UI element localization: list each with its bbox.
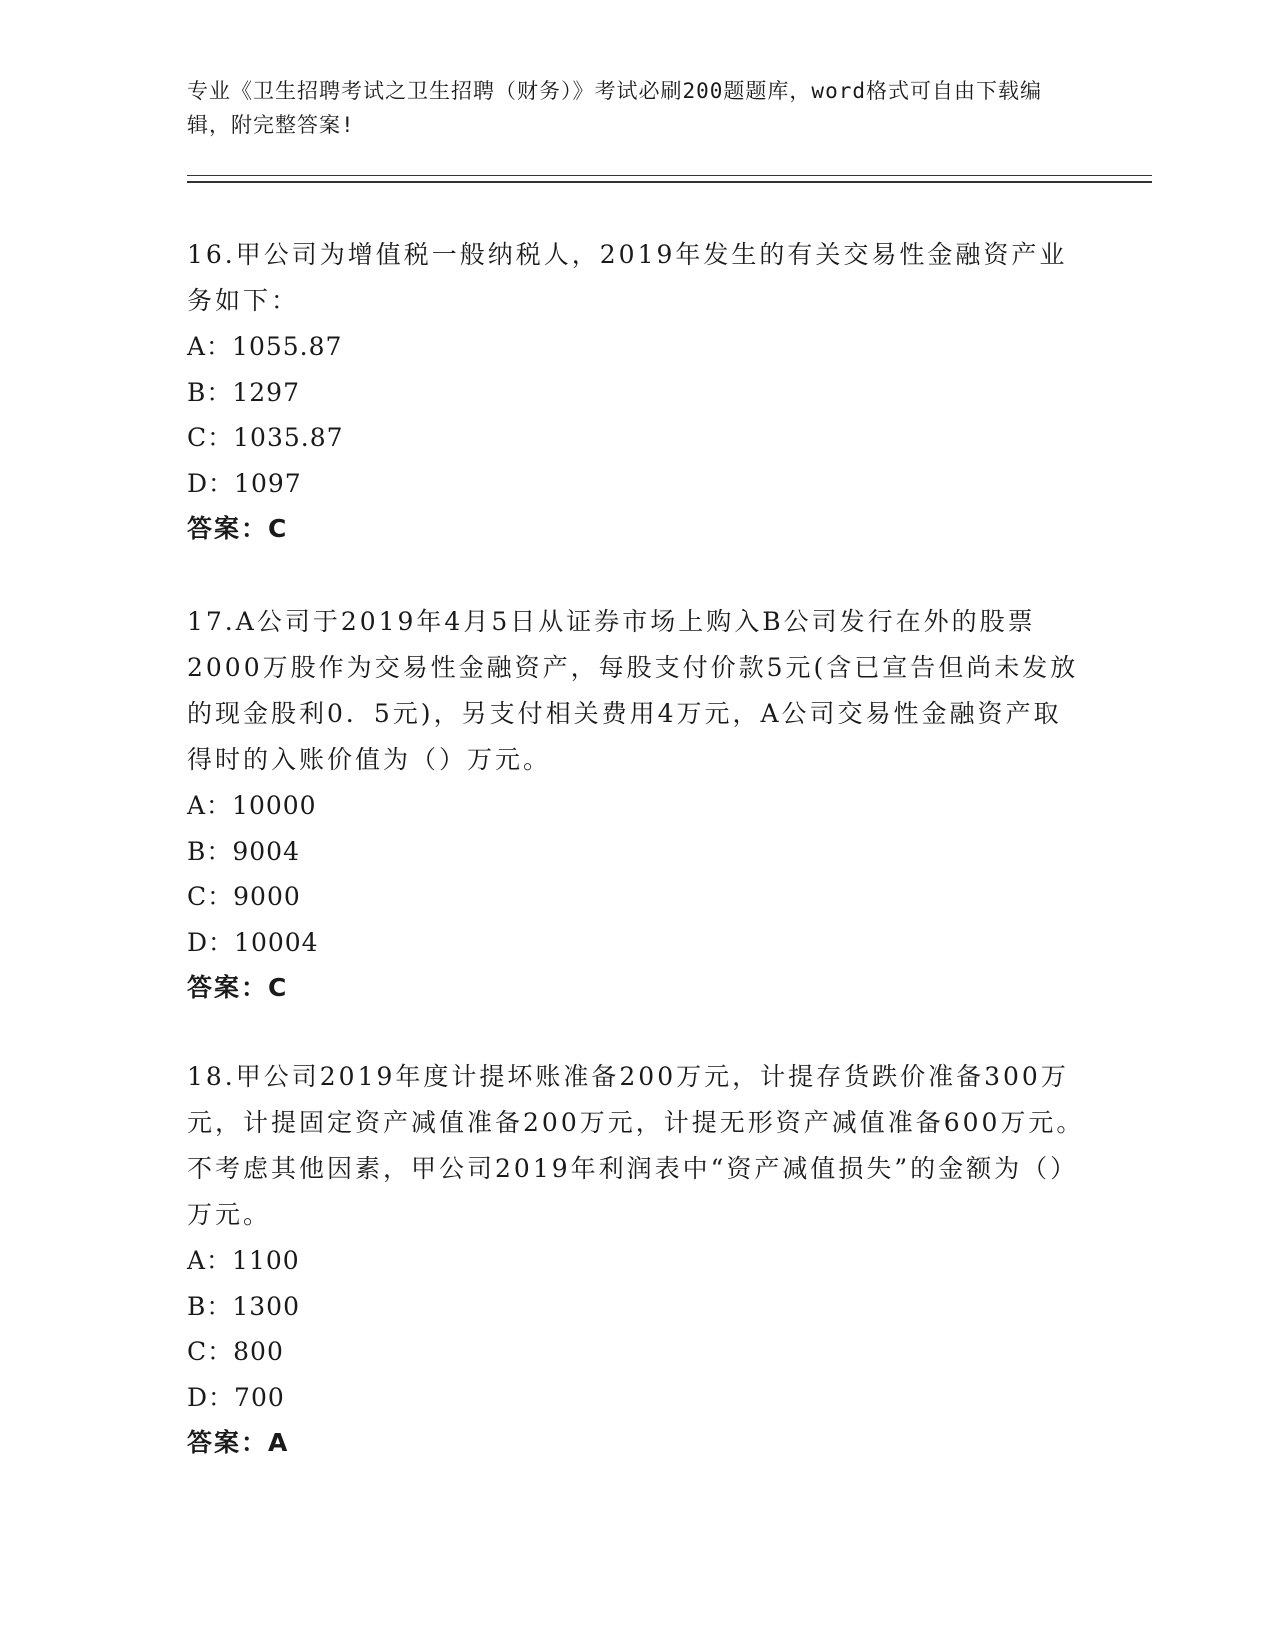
document-header: 专业《卫生招聘考试之卫生招聘（财务）》考试必刷200题题库，word格式可自由下载编辑，附完整答案! (187, 79, 1042, 137)
question-18 (187, 1054, 1087, 1466)
option-a: A：1100 (187, 1246, 300, 1275)
question-stem: 16.甲公司为增值税一般纳税人，2019年发生的有关交易性金融资产业务如下： (187, 240, 1068, 315)
option-a: A：10000 (187, 791, 317, 820)
option-c: C：800 (187, 1337, 284, 1366)
answer-line: 答案：C (187, 514, 289, 543)
option-a: A：1055.87 (187, 332, 343, 361)
question-stem: 18.甲公司2019年度计提坏账准备200万元，计提存货跌价准备300万元，计提固定资产减值准备200万元，计提无形资产减值准备600万元。不考虑其他因素，甲公司2019年利润表中“资产减值损失”的金额为（）万元。 (187, 1062, 1085, 1229)
answer-line: 答案：A (187, 1428, 290, 1457)
header-divider-thick (187, 181, 1152, 183)
option-b: B：1300 (187, 1291, 300, 1321)
option-d: D：1097 (187, 468, 302, 498)
question-16 (187, 232, 1087, 552)
option-c: C：1035.87 (187, 423, 344, 452)
option-d: D：700 (187, 1382, 285, 1412)
question-17 (187, 599, 1087, 1011)
option-c: C：9000 (187, 882, 301, 911)
header-divider-thin (187, 175, 1152, 176)
answer-line: 答案：C (187, 973, 289, 1002)
option-b: B：9004 (187, 836, 300, 866)
option-d: D：10004 (187, 927, 319, 957)
question-stem: 17.A公司于2019年4月5日从证券市场上购入B公司发行在外的股票2000万股作为交易性金融资产，每股支付价款5元(含已宣告但尚未发放的现金股利0．5元)，另支付相关费用4万元，A公司交易性金融资产取得时的入账价值为（）万元。 (187, 607, 1079, 774)
option-b: B：1297 (187, 377, 300, 407)
